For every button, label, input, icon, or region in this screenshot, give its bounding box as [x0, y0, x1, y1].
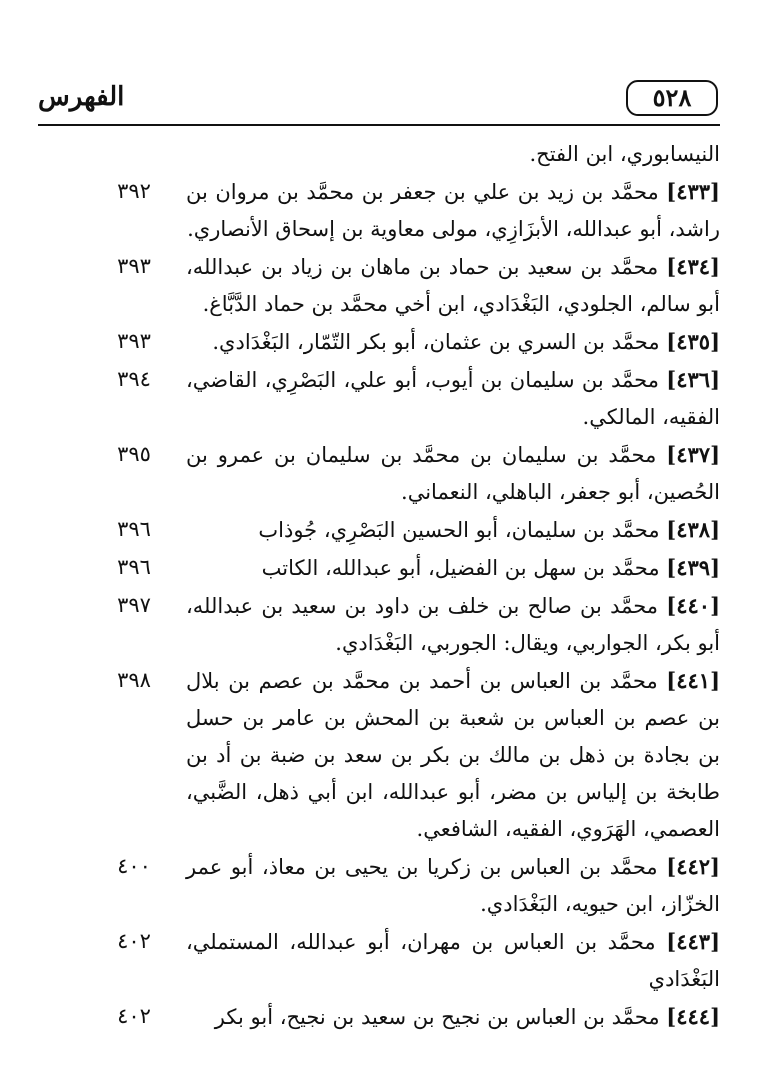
entry-number: [٤٤٢]	[666, 854, 720, 879]
index-entry	[0, 848, 760, 923]
entry-text: محمَّد بن العباس بن زكريا بن يحيى بن معاذ، أبو عمر الخزّاز، ابن حيويه، البَغْدَادي.	[186, 855, 720, 916]
entry-number: [٤٣٤]	[666, 254, 720, 279]
entry-number: [٤٤٠]	[666, 593, 720, 618]
page-header	[38, 80, 718, 124]
entry-page-number: ٣٩٨	[117, 668, 151, 692]
entry-number: [٤٤٣]	[666, 929, 720, 954]
entry-text: محمَّد بن سليمان، أبو الحسين البَصْرِي، جُوذاب	[258, 518, 660, 542]
header-divider	[38, 124, 720, 126]
entry-number: [٤٣٧]	[666, 442, 720, 467]
index-entry	[0, 173, 760, 248]
entry-page-number: ٣٩٧	[117, 593, 151, 617]
entry-text: محمَّد بن زيد بن علي بن جعفر بن محمَّد بن مروان بن راشد، أبو عبدالله، الأبزَازِي، مولى معاوية بن إسحاق الأنصاري.	[186, 180, 720, 241]
entry-page-number: ٣٩٦	[117, 555, 151, 579]
entry-number: [٤٣٩]	[666, 555, 720, 580]
index-entries	[0, 136, 760, 1036]
entry-page-number: ٤٠٢	[117, 929, 151, 953]
entry-text: محمَّد بن سعيد بن حماد بن ماهان بن زياد بن عبدالله، أبو سالم، الجلودي، البَغْدَادي، ابن أخي محمَّد بن حماد الدَّبَّاغ.	[186, 255, 720, 316]
page-title: الفهرس	[38, 82, 125, 112]
entry-page-number: ٣٩٣	[117, 329, 151, 353]
entry-text: محمَّد بن سليمان بن أيوب، أبو علي، البَصْرِي، القاضي، الفقيه، المالكي.	[186, 368, 720, 429]
index-entry	[0, 998, 760, 1036]
index-entry	[0, 511, 760, 549]
index-entry	[0, 136, 760, 173]
entry-page-number: ٣٩٣	[117, 254, 151, 278]
entry-text: محمَّد بن سليمان بن محمَّد بن سليمان بن عمرو بن الحُصين، أبو جعفر، الباهلي، النعماني.	[186, 443, 720, 504]
entry-number: [٤٤١]	[666, 668, 720, 693]
index-entry	[0, 323, 760, 361]
entry-page-number: ٣٩٢	[117, 179, 151, 203]
entry-text: محمَّد بن العباس بن مهران، أبو عبدالله، المستملي، البَغْدَادي	[186, 930, 720, 991]
index-entry	[0, 923, 760, 998]
entry-number: [٤٣٣]	[666, 179, 720, 204]
entry-text: محمَّد بن صالح بن خلف بن داود بن سعيد بن عبدالله، أبو بكر، الجواربي، ويقال: الجوربي، البَغْدَادي.	[186, 594, 720, 655]
entry-number: [٤٤٤]	[666, 1004, 720, 1029]
entry-page-number: ٤٠٠	[117, 854, 151, 878]
entry-page-number: ٣٩٥	[117, 442, 151, 466]
entry-text: محمَّد بن سهل بن الفضيل، أبو عبدالله، الكاتب	[261, 556, 660, 580]
entry-text: النيسابوري، ابن الفتح.	[529, 142, 720, 166]
entry-number: [٤٣٨]	[666, 517, 720, 542]
index-entry	[0, 361, 760, 436]
entry-text: محمَّد بن العباس بن أحمد بن محمَّد بن عصم بن بلال بن عصم بن العباس بن شعبة بن المحش بن عامر بن حسل بن بجادة بن ذهل بن مالك بن بكر بن سعد بن ضبة بن أد بن طابخة بن إلياس بن مضر، أبو عبدالله، ابن أبي ذهل، الضَّبي، العصمي، الهَرَوي، الفقيه، الشافعي.	[186, 669, 720, 841]
index-entry	[0, 436, 760, 511]
index-entry	[0, 587, 760, 662]
page-number: ٥٢٨	[626, 80, 718, 116]
index-entry	[0, 662, 760, 848]
entry-text: محمَّد بن السري بن عثمان، أبو بكر التّمّار، البَغْدَادي.	[212, 330, 660, 354]
entry-text: محمَّد بن العباس بن نجيح بن سعيد بن نجيح، أبو بكر	[214, 1005, 660, 1029]
entry-page-number: ٣٩٤	[117, 367, 151, 391]
index-entry	[0, 248, 760, 323]
entry-number: [٤٣٦]	[666, 367, 720, 392]
entry-page-number: ٤٠٢	[117, 1004, 151, 1028]
index-entry	[0, 549, 760, 587]
entry-number: [٤٣٥]	[666, 329, 720, 354]
entry-page-number: ٣٩٦	[117, 517, 151, 541]
